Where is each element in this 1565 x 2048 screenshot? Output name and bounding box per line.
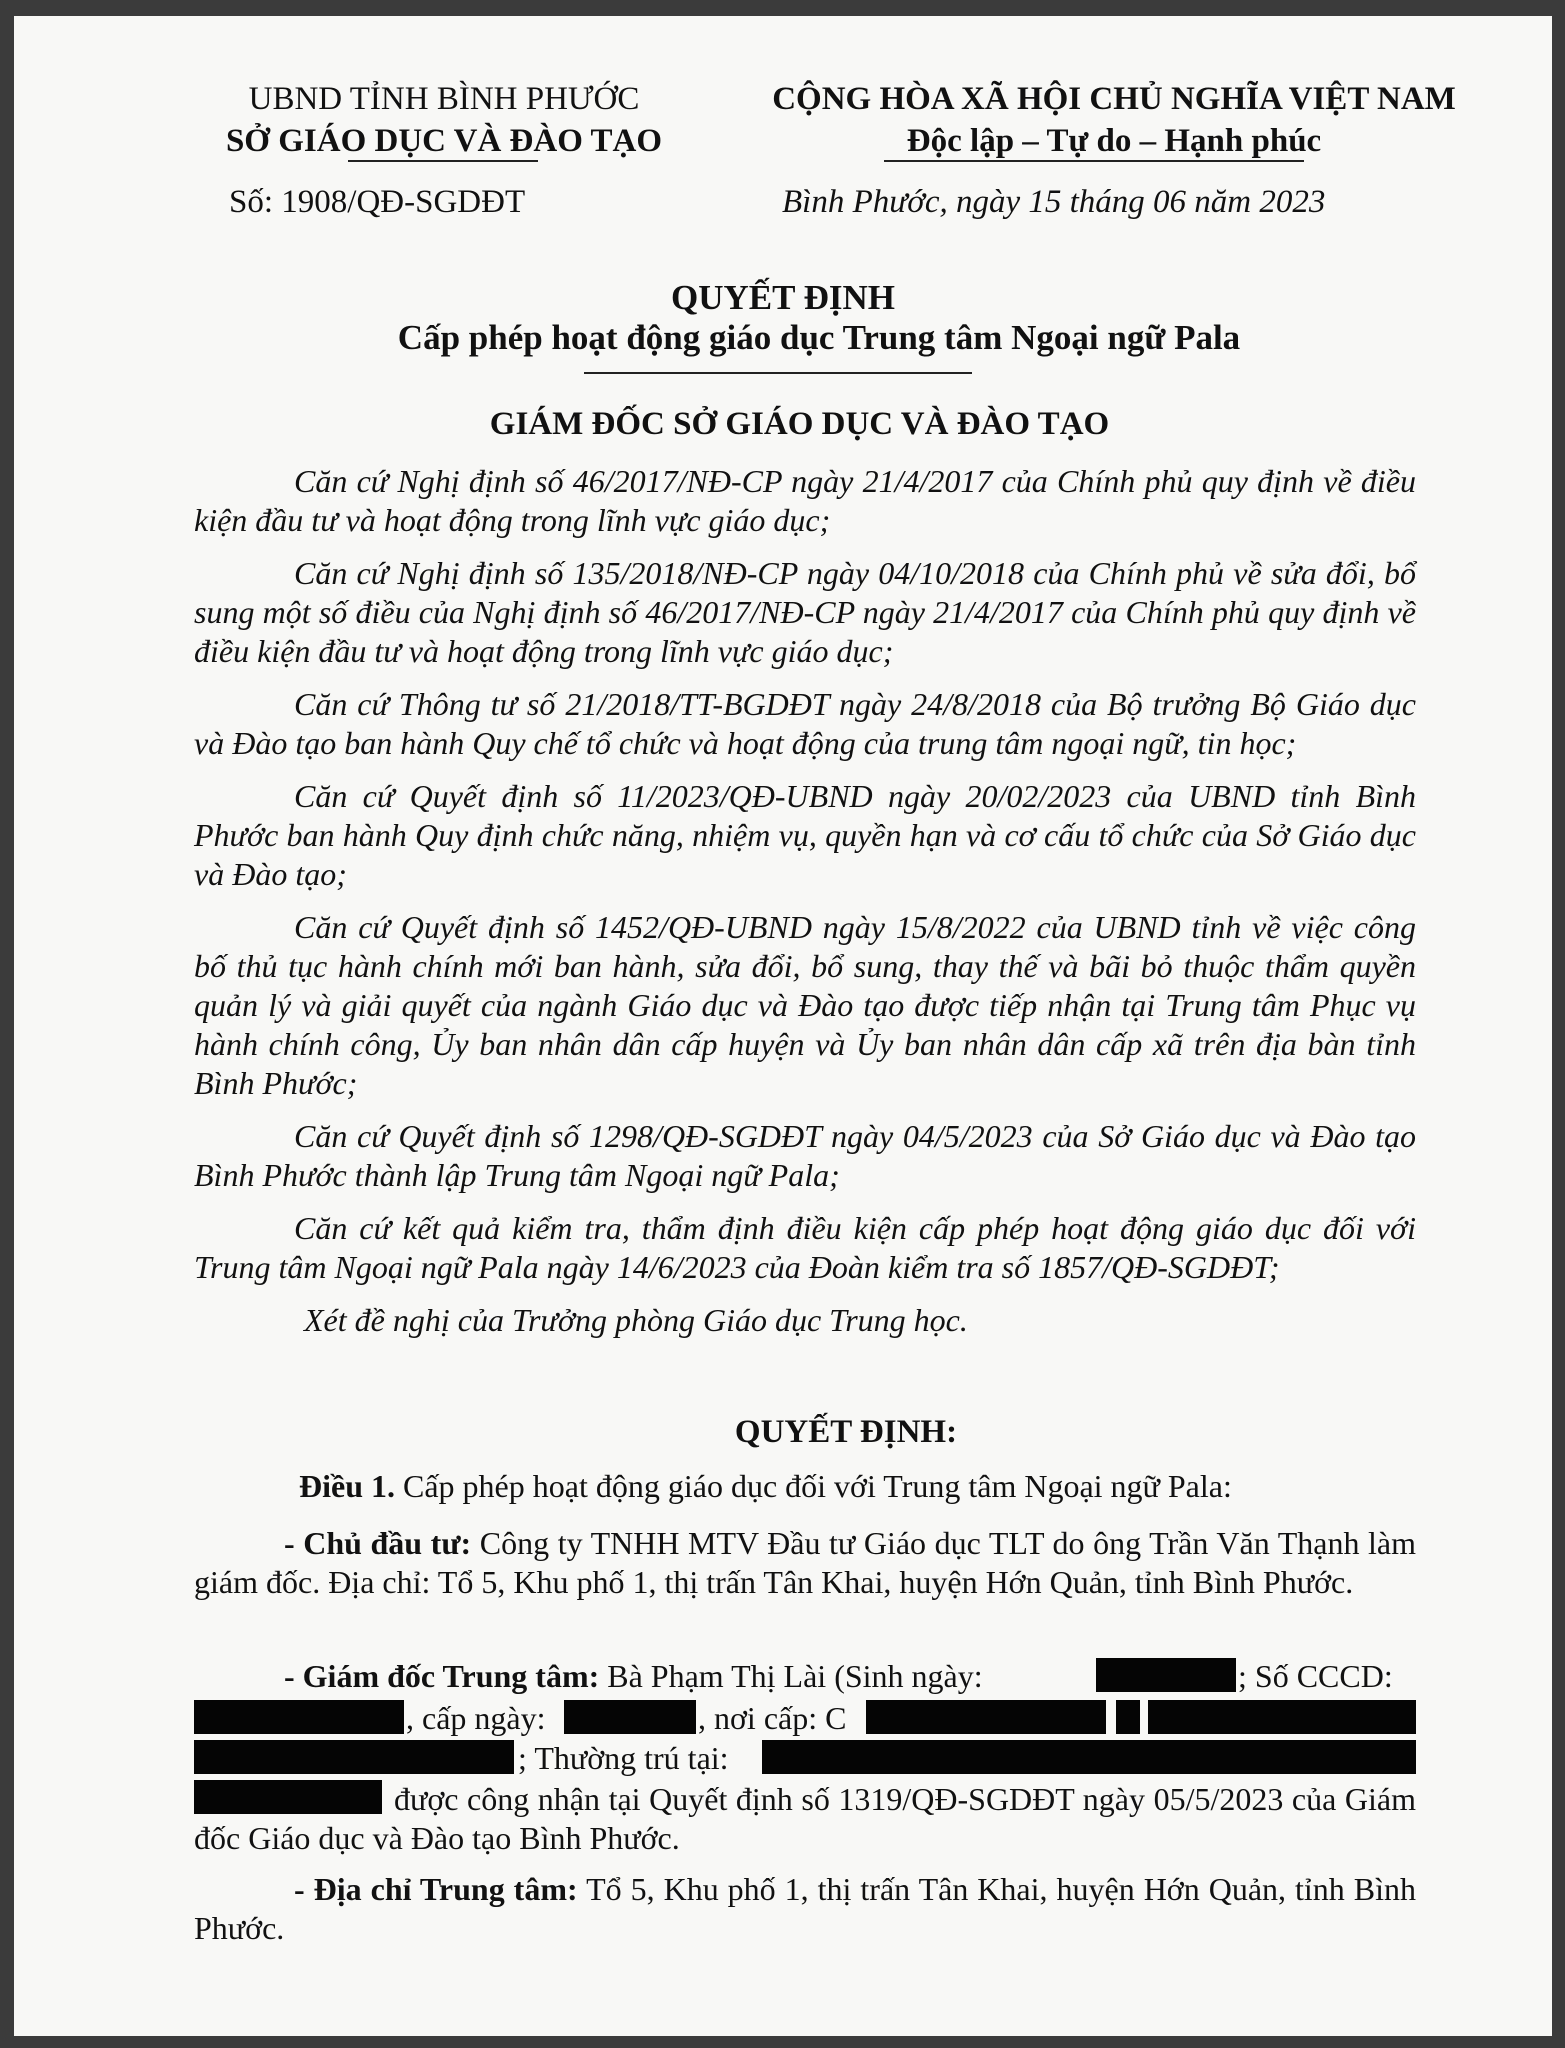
- redaction-bar: [866, 1700, 1106, 1734]
- issue-date: Bình Phước, ngày 15 tháng 06 năm 2023: [782, 184, 1326, 220]
- motto-underline: [884, 160, 1304, 162]
- proposal-paragraph: Xét đề nghị của Trưởng phòng Giáo dục Trung học.: [304, 1302, 968, 1338]
- document-subject: Cấp phép hoạt động giáo dục Trung tâm Ngoại ngữ Pala: [397, 318, 1241, 357]
- country-name: CỘNG HÒA XÃ HỘI CHỦ NGHĨA VIỆT NAM: [772, 81, 1456, 117]
- article-1: [299, 1468, 1232, 1505]
- issuer-block: [184, 78, 704, 162]
- director-text-f: được công nhận tại Quyết định số 1319/QĐ-SGDĐT ngày 05/5/2023 của Giám đốc Giáo dục và Đào tạo Bình Phước.: [194, 1781, 1416, 1856]
- director-text-d: , nơi cấp: C: [698, 1700, 847, 1736]
- decision-heading: QUYẾT ĐỊNH:: [734, 1414, 958, 1450]
- redaction-bar: [762, 1740, 1416, 1774]
- redaction-bar: [1096, 1658, 1236, 1692]
- address-text: Tổ 5, Khu phố 1, thị trấn Tân Khai, huyện Hớn Quản, tỉnh Bình Phước.: [194, 1871, 1417, 1946]
- redaction-bar: [194, 1740, 514, 1774]
- redaction-bar: [564, 1700, 696, 1734]
- redaction-bar: [1148, 1700, 1416, 1734]
- basis-paragraph: Căn cứ Quyết định số 1298/QĐ-SGDĐT ngày 04/5/2023 của Sở Giáo dục và Đào tạo Bình Phước thành lập Trung tâm Ngoại ngữ Pala;: [194, 1118, 1416, 1193]
- director-text-a: Bà Phạm Thị Lài (Sinh ngày:: [599, 1658, 983, 1694]
- investor-paragraph: [194, 1524, 1416, 1602]
- address-paragraph: [194, 1870, 1416, 1948]
- subject-underline: [584, 372, 972, 374]
- document-number: Số: 1908/QĐ-SGDĐT: [229, 184, 526, 220]
- director-text-e: ; Thường trú tại:: [518, 1740, 729, 1776]
- redaction-bar: [1116, 1700, 1140, 1734]
- national-motto-block: [714, 78, 1514, 162]
- issuer-underline: [348, 160, 538, 162]
- basis-paragraph: Căn cứ Quyết định số 1452/QĐ-UBND ngày 15/8/2022 của UBND tỉnh về việc công bố thủ tục hành chính mới ban hành, sửa đổi, bổ sung, thay thế và bãi bỏ thuộc thẩm quyền quản lý và giải quyết của ngành Giáo dục và Đào tạo được tiếp nhận tại Trung tâm Phục vụ hành chính công, Ủy ban nhân dân cấp huyện và Ủy ban nhân dân cấp xã trên địa bàn tỉnh Bình Phước;: [194, 909, 1416, 1101]
- director-text-b: ; Số CCCD:: [1238, 1658, 1393, 1694]
- department-name: SỞ GIÁO DỤC VÀ ĐÀO TẠO: [225, 123, 663, 159]
- province-name: UBND TỈNH BÌNH PHƯỚC: [248, 81, 640, 117]
- basis-paragraph: Căn cứ Nghị định số 46/2017/NĐ-CP ngày 21/4/2017 của Chính phủ quy định về điều kiện đầu tư và hoạt động trong lĩnh vực giáo dục;: [194, 463, 1416, 538]
- authority-title: GIÁM ĐỐC SỞ GIÁO DỤC VÀ ĐÀO TẠO: [489, 406, 1110, 442]
- article-1-text: Cấp phép hoạt động giáo dục đối với Trung tâm Ngoại ngữ Pala:: [395, 1468, 1232, 1504]
- legal-bases: [194, 462, 1416, 1340]
- document-type-title: QUYẾT ĐỊNH: [671, 278, 895, 317]
- redaction-bar: [194, 1700, 404, 1734]
- director-text-c: , cấp ngày:: [406, 1700, 546, 1736]
- motto: Độc lập – Tự do – Hạnh phúc: [906, 123, 1322, 159]
- basis-paragraph: Căn cứ Thông tư số 21/2018/TT-BGDĐT ngày 24/8/2018 của Bộ trưởng Bộ Giáo dục và Đào tạo ban hành Quy chế tổ chức và hoạt động của trung tâm ngoại ngữ, tin học;: [194, 686, 1416, 761]
- basis-paragraph: Căn cứ kết quả kiểm tra, thẩm định điều kiện cấp phép hoạt động giáo dục đối với Trung tâm Ngoại ngữ Pala ngày 14/6/2023 của Đoàn kiểm tra số 1857/QĐ-SGDĐT;: [194, 1210, 1416, 1285]
- document-page: [14, 16, 1552, 2036]
- address-label: - Địa chỉ Trung tâm:: [294, 1871, 578, 1907]
- investor-label: - Chủ đầu tư:: [284, 1525, 472, 1561]
- investor-text: Công ty TNHH MTV Đầu tư Giáo dục TLT do ông Trần Văn Thạnh làm giám đốc. Địa chỉ: Tổ 5, Khu phố 1, thị trấn Tân Khai, huyện Hớn Quản, tỉnh Bình Phước.: [194, 1525, 1417, 1600]
- director-label: - Giám đốc Trung tâm:: [284, 1658, 600, 1694]
- director-line-1: [284, 1658, 983, 1695]
- basis-paragraph: Căn cứ Quyết định số 11/2023/QĐ-UBND ngày 20/02/2023 của UBND tỉnh Bình Phước ban hành Quy định chức năng, nhiệm vụ, quyền hạn và cơ cấu tổ chức của Sở Giáo dục và Đào tạo;: [194, 778, 1416, 892]
- basis-paragraph: Căn cứ Nghị định số 135/2018/NĐ-CP ngày 04/10/2018 của Chính phủ về sửa đổi, bổ sung một số điều của Nghị định số 46/2017/NĐ-CP ngày 21/4/2017 của Chính phủ quy định về điều kiện đầu tư và hoạt động trong lĩnh vực giáo dục;: [194, 555, 1416, 669]
- article-1-label: Điều 1.: [299, 1468, 395, 1504]
